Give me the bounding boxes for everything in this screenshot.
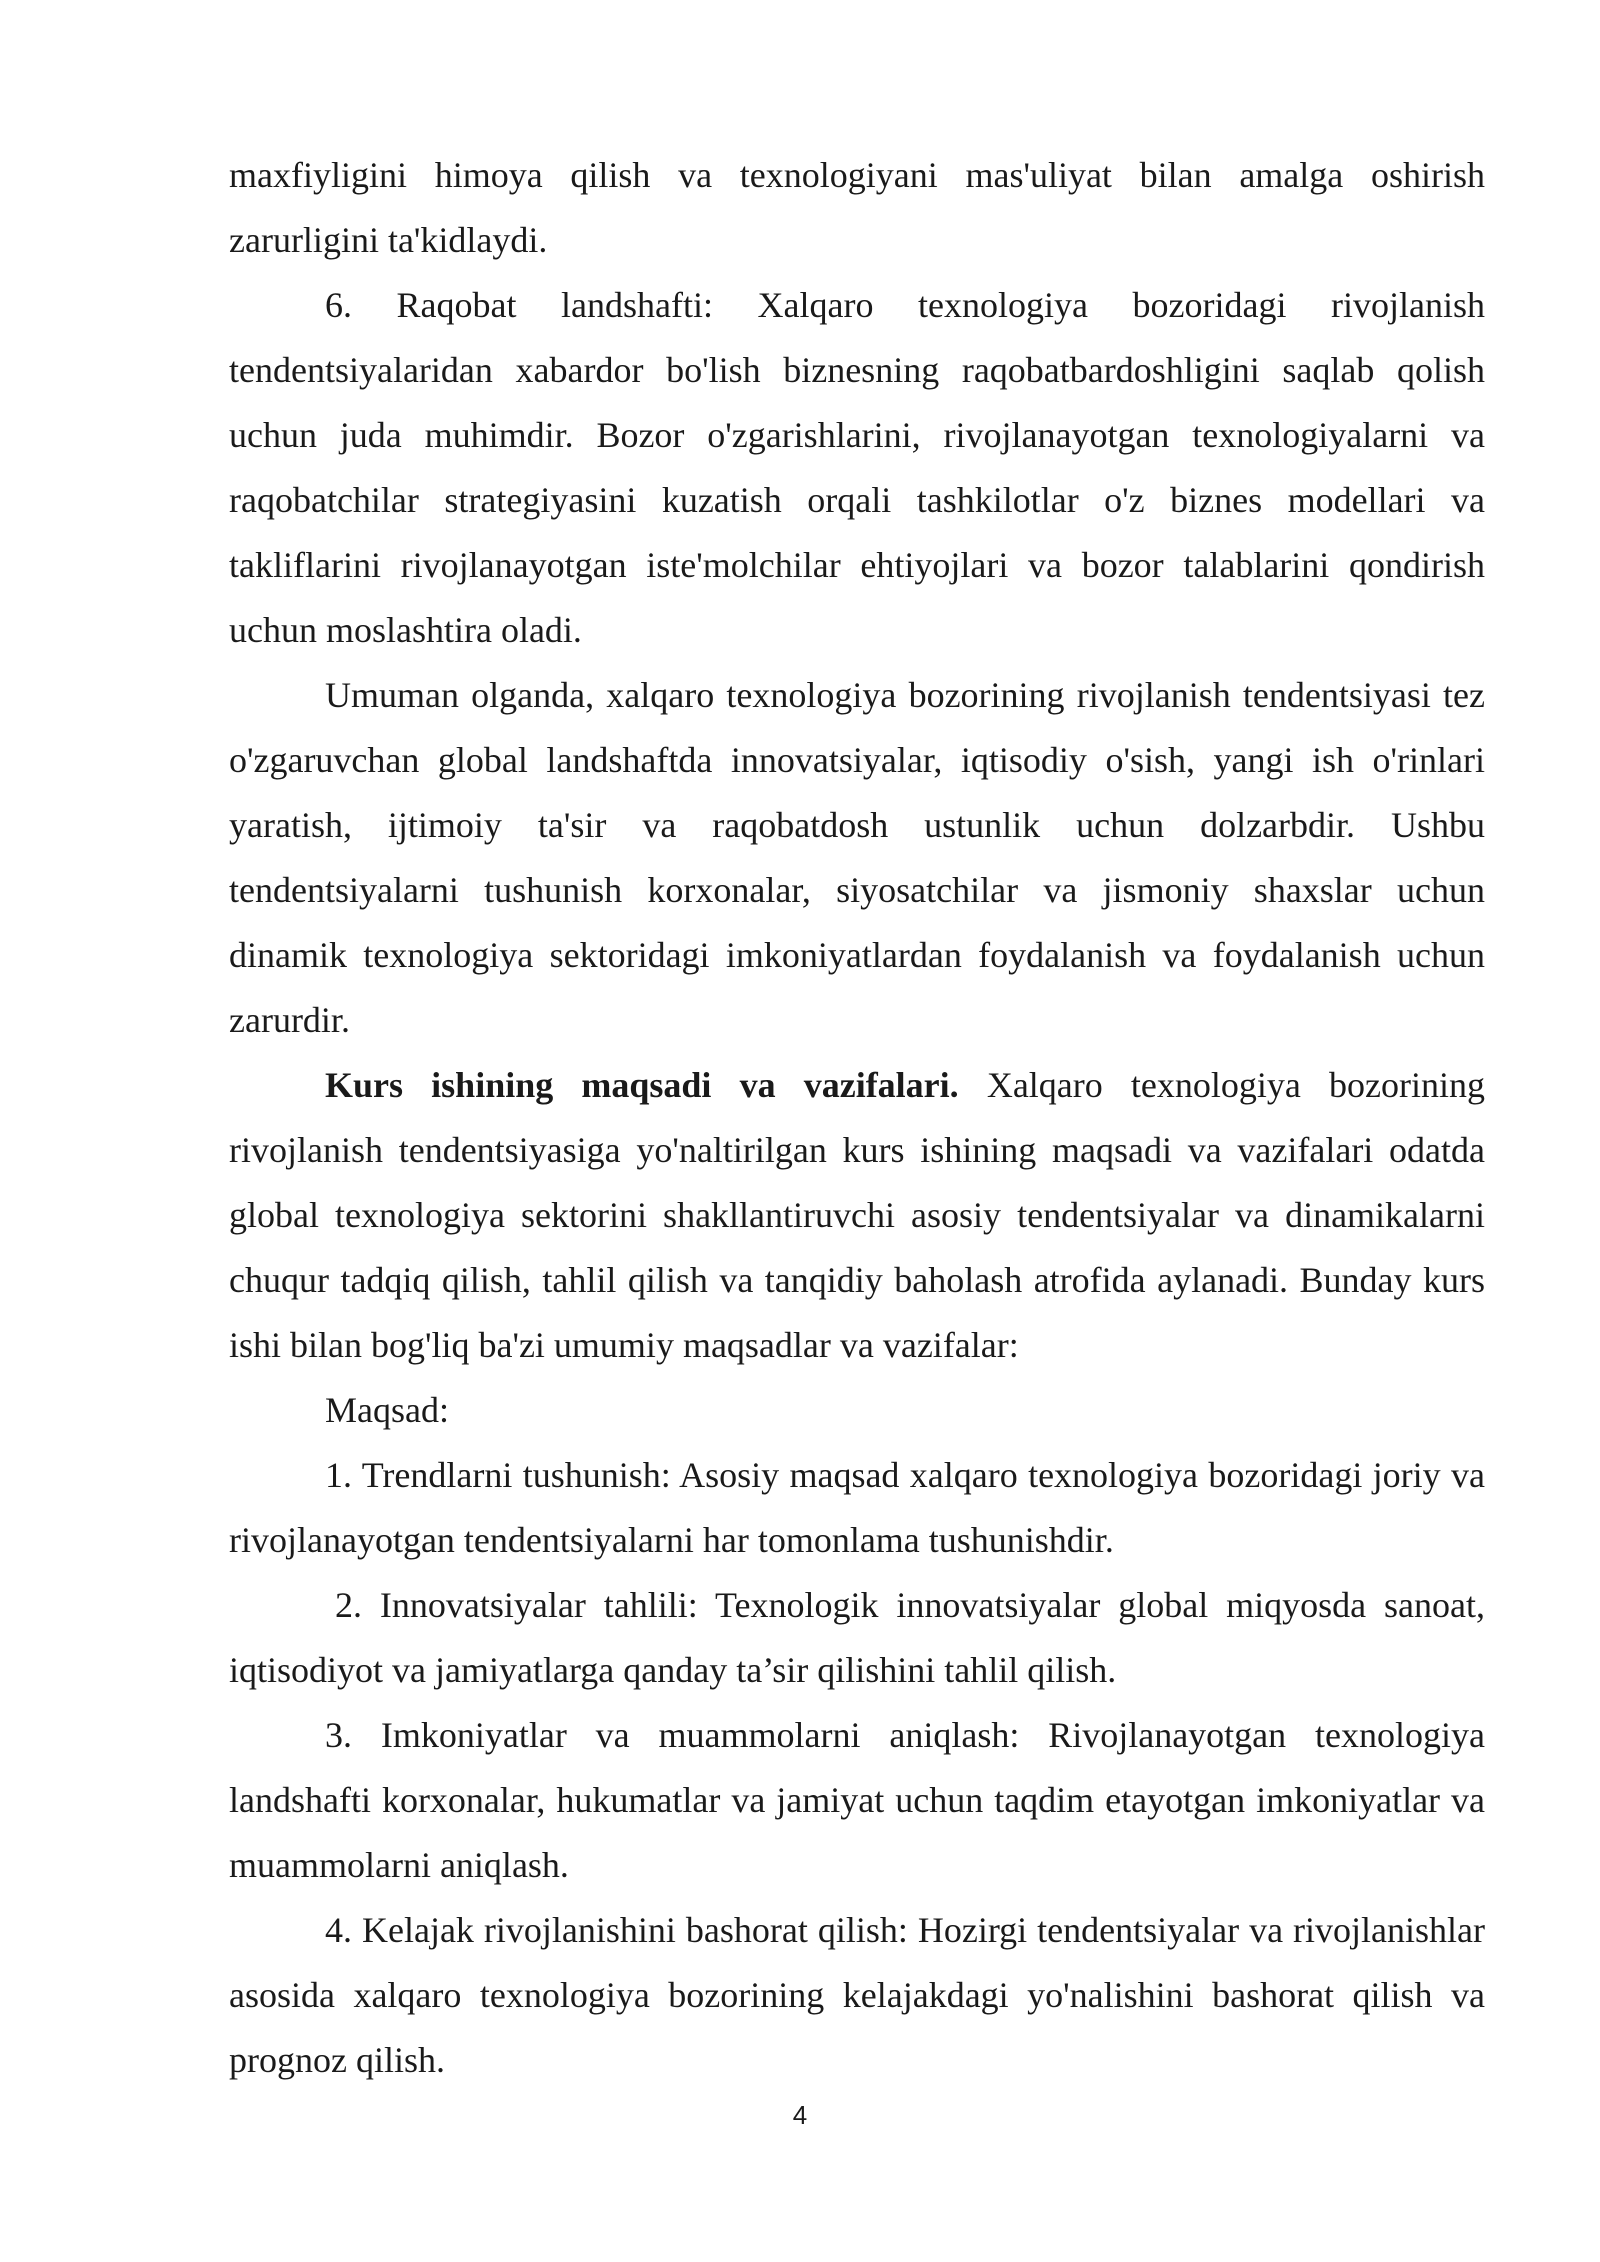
paragraph-goal-label: Maqsad: <box>325 1390 449 1430</box>
paragraph-course-goals <box>229 1053 1485 1378</box>
paragraph-continuation: maxfiyligini himoya qilish va texnologiyani mas'uliyat bilan amalga oshirish zarurligini ta'kidlaydi. <box>229 155 1485 260</box>
paragraph-summary: Umuman olganda, xalqaro texnologiya bozorining rivojlanish tendentsiyasi tez o'zgaruvchan global landshaftda innovatsiyalar, iqtisodiy o'sish, yangi ish o'rinlari yaratish, ijtimoiy ta'sir va raqobatdosh ustunlik uchun dolzarbdir. Ushbu tendentsiyalarni tushunish korxonalar, siyosatchilar va jismoniy shaxslar uchun dinamik texnologiya sektoridagi imkoniyatlardan foydalanish va foydalanish uchun zarurdir. <box>229 675 1485 1040</box>
section-heading-inline: Kurs ishining maqsadi va vazifalari. <box>325 1065 959 1105</box>
paragraph-course-goals-text: Xalqaro texnologiya bozorining rivojlanish tendentsiyasiga yo'naltirilgan kurs ishining maqsadi va vazifalari odatda global texnologiya sektorini shakllantiruvchi asosiy tendentsiyalar va dinamikalarni chuqur tadqiq qilish, tahlil qilish va tanqidiy baholash atrofida aylanadi. Bunday kurs ishi bilan bog'liq ba'zi umumiy maqsadlar va vazifalar: <box>229 1065 1485 1365</box>
list-item-forecast: 4. Kelajak rivojlanishini bashorat qilish: Hozirgi tendentsiyalar va rivojlanishlar asosida xalqaro texnologiya bozorining kelajakdagi yo'nalishini bashorat qilish va prognoz qilish. <box>229 1910 1485 2080</box>
paragraph-competitive-landscape: 6. Raqobat landshafti: Xalqaro texnologiya bozoridagi rivojlanish tendentsiyalaridan xabardor bo'lish biznesning raqobatbardoshligini saqlab qolish uchun juda muhimdir. Bozor o'zgarishlarini, rivojlanayotgan texnologiyalarni va raqobatchilar strategiyasini kuzatish orqali tashkilotlar o'z biznes modellari va takliflarini rivojlanayotgan iste'molchilar ehtiyojlari va bozor talablarini qondirish uchun moslashtira oladi. <box>229 285 1485 650</box>
page-number: 4 <box>792 2100 808 2130</box>
page-body <box>229 143 1485 2093</box>
list-item-opportunities: 3. Imkoniyatlar va muammolarni aniqlash: Rivojlanayotgan texnologiya landshafti korxonalar, hukumatlar va jamiyat uchun taqdim etayotgan imkoniyatlar va muammolarni aniqlash. <box>229 1715 1485 1885</box>
list-item-trends: 1. Trendlarni tushunish: Asosiy maqsad xalqaro texnologiya bozoridagi joriy va rivojlanayotgan tendentsiyalarni har tomonlama tushunishdir. <box>229 1455 1485 1560</box>
list-item-innovations: 2. Innovatsiyalar tahlili: Texnologik innovatsiyalar global miqyosda sanoat, iqtisodiyot va jamiyatlarga qanday ta’sir qilishini tahlil qilish. <box>229 1585 1485 1690</box>
